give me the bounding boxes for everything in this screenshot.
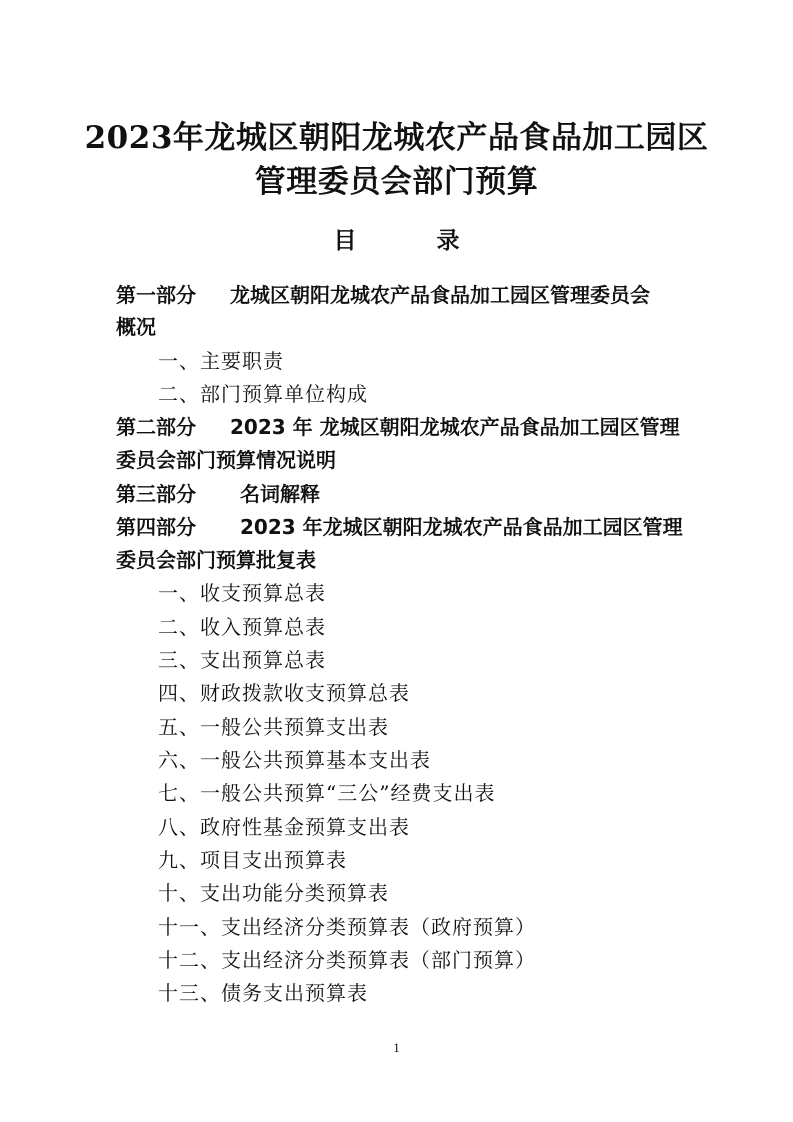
toc-part-2-title: 2023 年 龙城区朝阳龙城农产品食品加工园区管理 [230,415,680,439]
document-title-line-1: 2023年龙城区朝阳龙城农产品食品加工园区 [84,120,709,156]
toc-item[interactable]: 十、支出功能分类预算表 [158,881,389,905]
toc-item[interactable]: 三、支出预算总表 [158,648,326,672]
toc-item[interactable]: 一、主要职责 [158,349,284,373]
toc-part-1-label: 第一部分 [116,283,196,307]
toc-part-4[interactable] [116,511,683,543]
toc-part-2-label: 第二部分 [116,415,196,439]
toc-part-2-continued: 委员会部门预算情况说明 [116,448,336,472]
toc-item[interactable]: 二、部门预算单位构成 [158,382,368,406]
toc-item[interactable]: 六、一般公共预算基本支出表 [158,748,431,772]
toc-item[interactable]: 八、政府性基金预算支出表 [158,815,410,839]
toc-item[interactable]: 二、收入预算总表 [158,615,326,639]
toc-part-4-label: 第四部分 [116,515,196,539]
toc-item[interactable]: 七、一般公共预算“三公”经费支出表 [158,781,496,805]
toc-part-3-title: 名词解释 [240,482,320,506]
toc-part-4-continued: 委员会部门预算批复表 [116,548,316,572]
toc-item[interactable]: 十二、支出经济分类预算表（部门预算） [158,948,536,972]
toc-part-1[interactable] [116,279,650,311]
toc-part-1-title: 龙城区朝阳龙城农产品食品加工园区管理委员会 [230,283,650,307]
toc-item[interactable]: 十三、债务支出预算表 [158,981,368,1005]
page-number: 1 [393,1040,400,1055]
toc-item[interactable]: 四、财政拨款收支预算总表 [158,681,410,705]
toc-heading: 目 录 [333,228,460,254]
toc-part-1-continued: 概况 [116,315,156,339]
toc-part-3[interactable] [116,478,320,510]
toc-item[interactable]: 一、收支预算总表 [158,581,326,605]
toc-part-4-title: 2023 年龙城区朝阳龙城农产品食品加工园区管理 [240,515,683,539]
toc-item[interactable]: 九、项目支出预算表 [158,848,347,872]
toc-item[interactable]: 十一、支出经济分类预算表（政府预算） [158,915,536,939]
document-title-line-2: 管理委员会部门预算 [254,164,539,200]
toc-item[interactable]: 五、一般公共预算支出表 [158,715,389,739]
toc-part-2[interactable] [116,411,680,443]
toc-part-3-label: 第三部分 [116,482,196,506]
